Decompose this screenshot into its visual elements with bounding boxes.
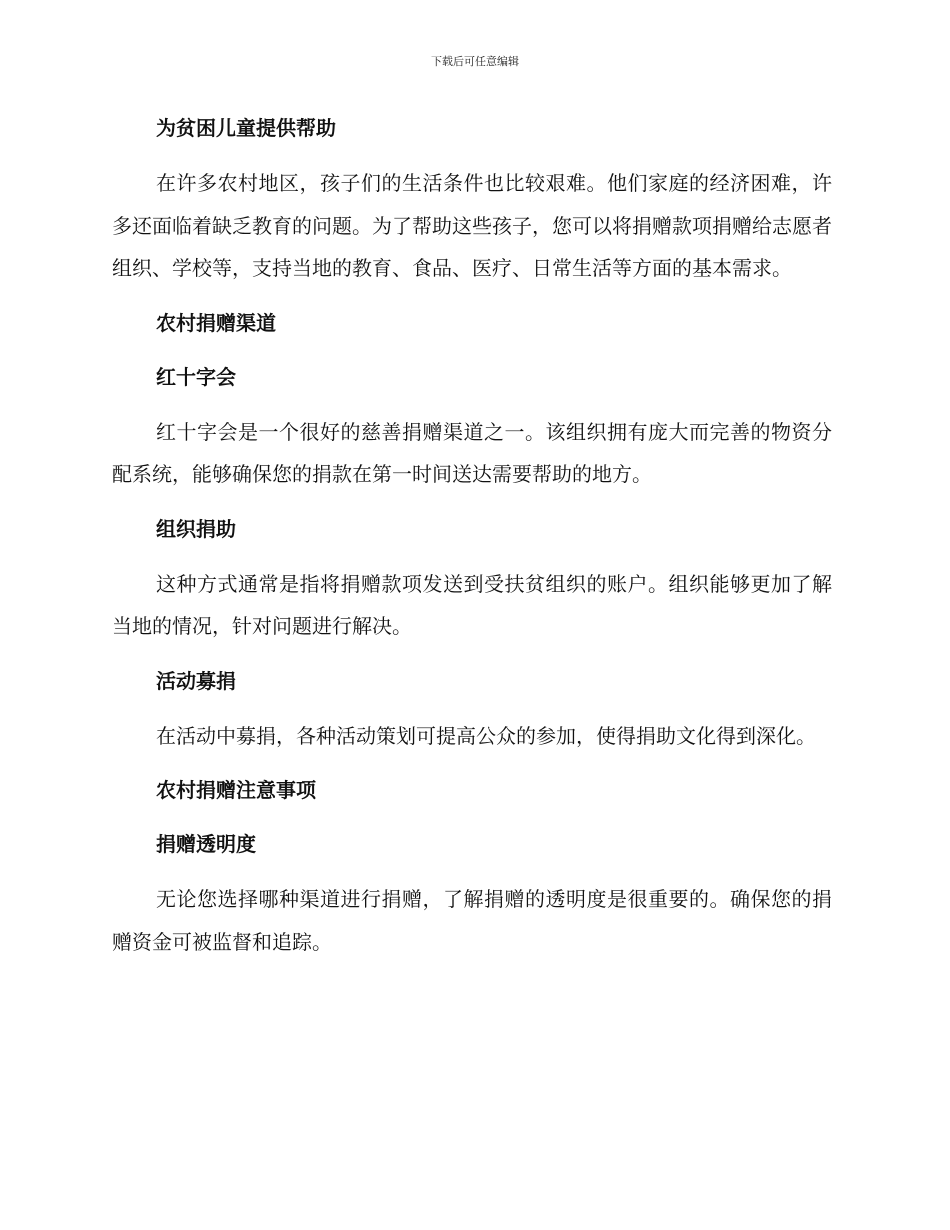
paragraph-organization-donation: 这种方式通常是指将捐赠款项发送到受扶贫组织的账户。组织能够更加了解当地的情况，针对问题进行解决。 <box>112 571 832 638</box>
paragraph-red-cross: 红十字会是一个很好的慈善捐赠渠道之一。该组织拥有庞大而完善的物资分配系统，能够确保您的捐款在第一时间送达需要帮助的地方。 <box>112 419 832 486</box>
paragraph-poor-children: 在许多农村地区，孩子们的生活条件也比较艰难。他们家庭的经济困难，许多还面临着缺乏教育的问题。为了帮助这些孩子，您可以将捐赠款项捐赠给志愿者组织、学校等，支持当地的教育、食品、医疗、日常生活等方面的基本需求。 <box>112 171 832 280</box>
section-heading-event-fundraising: 活动募捐 <box>156 668 236 693</box>
section-heading-organization-donation: 组织捐助 <box>156 516 236 541</box>
section-heading-red-cross: 红十字会 <box>156 364 236 389</box>
document-body <box>112 108 832 976</box>
section-heading-donation-channels: 农村捐赠渠道 <box>156 310 276 335</box>
section-heading-precautions: 农村捐赠注意事项 <box>156 778 316 802</box>
paragraph-event-fundraising: 在活动中募捐，各种活动策划可提高公众的参加，使得捐助文化得到深化。 <box>156 723 816 748</box>
section-heading-transparency: 捐赠透明度 <box>156 832 256 856</box>
paragraph-transparency: 无论您选择哪种渠道进行捐赠，了解捐赠的透明度是很重要的。确保您的捐赠资金可被监督和追踪。 <box>112 887 832 954</box>
page-header: 下载后可任意编辑 <box>431 55 519 68</box>
section-heading-poor-children: 为贫困儿童提供帮助 <box>156 116 336 140</box>
